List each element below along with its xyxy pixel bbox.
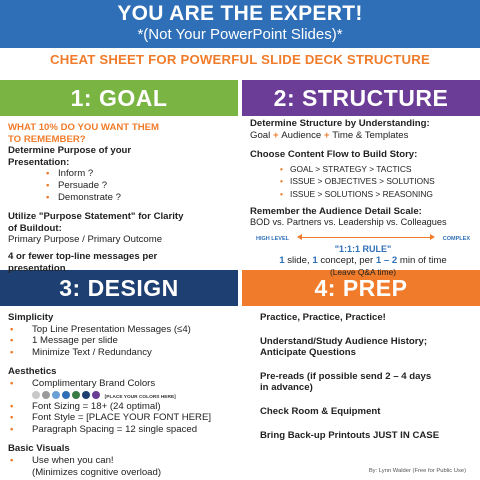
prep-band: 4: PREP [242,270,480,306]
simplicity-title: Simplicity [8,312,54,323]
prep-practice: Practice, Practice, Practice! [260,312,386,323]
visuals-item: • Use when you can! [8,455,234,467]
design-band: 3: DESIGN [0,270,238,306]
aesthetics-title: Aesthetics [8,366,57,378]
goal-messages-line2: presentation [8,262,66,274]
prep-preread-line1: Pre-reads (if possible send 2 – 4 days [260,370,432,382]
swatch-note: [PLACE YOUR COLORS HERE] [104,394,176,400]
structure-scale-line: BOD vs. Partners vs. Leadership vs. Colleagues [250,217,447,228]
simplicity-item: • 1 Message per slide [8,335,234,347]
aesthetics-item: • Font Style = [PLACE YOUR FONT HERE] [8,412,234,424]
plus-icon: + [323,129,333,141]
color-swatch [32,391,40,399]
color-swatches [8,390,234,401]
goal-utilize-line1: Utilize "Purpose Statement" for Clarity [8,211,184,223]
goal-purpose-line2: Presentation: [8,156,70,168]
structure-panel [250,118,476,279]
main-subtitle: *(Not Your PowerPoint Slides)* [137,26,343,43]
goal-purpose-line1: Determine Purpose of your [8,145,132,157]
structure-band: 2: STRUCTURE [242,80,480,116]
prep-backup: Bring Back-up Printouts JUST IN CASE [260,429,440,441]
color-swatch [72,391,80,399]
goal-question-line2: TO REMEMBER? [8,133,86,145]
goal-panel [8,122,234,274]
rule-number: 1 [279,255,285,267]
color-swatch [92,391,100,399]
rule-text: min of time [399,255,447,267]
flow-item: • GOAL > STRATEGY > TACTICS [250,163,476,176]
understand-time: Time & Templates [332,129,409,141]
header-banner [0,0,480,48]
structure-scale-title: Remember the Audience Detail Scale: [250,205,422,217]
rule-line [250,255,476,267]
understand-goal: Goal [250,129,271,141]
flow-item: • ISSUE > OBJECTIVES > SOLUTIONS [250,175,476,188]
prep-check: Check Room & Equipment [260,405,381,417]
swatch-row [32,391,100,399]
goal-utilize-line2: of Buildout: [8,222,62,234]
color-swatch [82,391,90,399]
aesthetics-colors-item: • Complimentary Brand Colors [8,378,234,390]
prep-preread-line2: in advance) [260,382,313,394]
plus-icon: + [272,129,282,141]
rule-number: 1 – 2 [375,255,398,267]
color-swatch [42,391,50,399]
prep-study-line1: Understand/Study Audience History; [260,335,428,347]
goal-messages-line1: 4 or fewer top-line messages per [8,250,158,262]
color-swatch [52,391,60,399]
visuals-title: Basic Visuals [8,443,70,455]
color-swatch [62,391,70,399]
structure-determine: Determine Structure by Understanding: [250,118,430,129]
scale-high-label: COMPLEX [442,235,470,242]
goal-question-line1: WHAT 10% DO YOU WANT THEM [8,122,160,133]
prep-panel [260,312,476,441]
rule-text: slide, [287,255,310,267]
structure-understanding-row [250,130,476,142]
purpose-item: • Inform ? [8,168,234,180]
byline: By: Lynn Walder (Free for Public Use) [368,468,466,474]
cheat-sheet-title: CHEAT SHEET FOR POWERFUL SLIDE DECK STRUCTURE [50,52,430,67]
design-panel [8,312,234,478]
purpose-item: • Demonstrate ? [8,192,234,204]
simplicity-item: • Minimize Text / Redundancy [8,347,234,359]
double-arrow-icon [300,237,432,239]
flow-item: • ISSUE > SOLUTIONS > REASONING [250,188,476,201]
understand-audience: Audience [281,129,322,141]
main-title: YOU ARE THE EXPERT! [117,2,363,25]
goal-band: 1: GOAL [0,80,238,116]
purpose-item: • Persuade ? [8,180,234,192]
simplicity-item: • Top Line Presentation Messages (≤4) [8,324,234,336]
goal-primary: Primary Purpose / Primary Outcome [8,234,163,246]
visuals-item-line2: (Minimizes cognitive overload) [32,466,162,478]
aesthetics-item: • Paragraph Spacing = 12 single spaced [8,424,234,436]
structure-flow-title: Choose Content Flow to Build Story: [250,149,418,161]
rule-note: (Leave Q&A time) [329,266,397,277]
prep-study-line2: Anticipate Questions [260,347,356,359]
aesthetics-item: • Font Sizing = 18+ (24 optimal) [8,401,234,413]
rule-number: 1 [312,255,318,267]
rule-title: "1:1:1 RULE" [334,243,392,254]
detail-scale [250,232,476,244]
scale-low-label: HIGH LEVEL [256,235,290,242]
rule-text: concept, per [320,255,374,267]
